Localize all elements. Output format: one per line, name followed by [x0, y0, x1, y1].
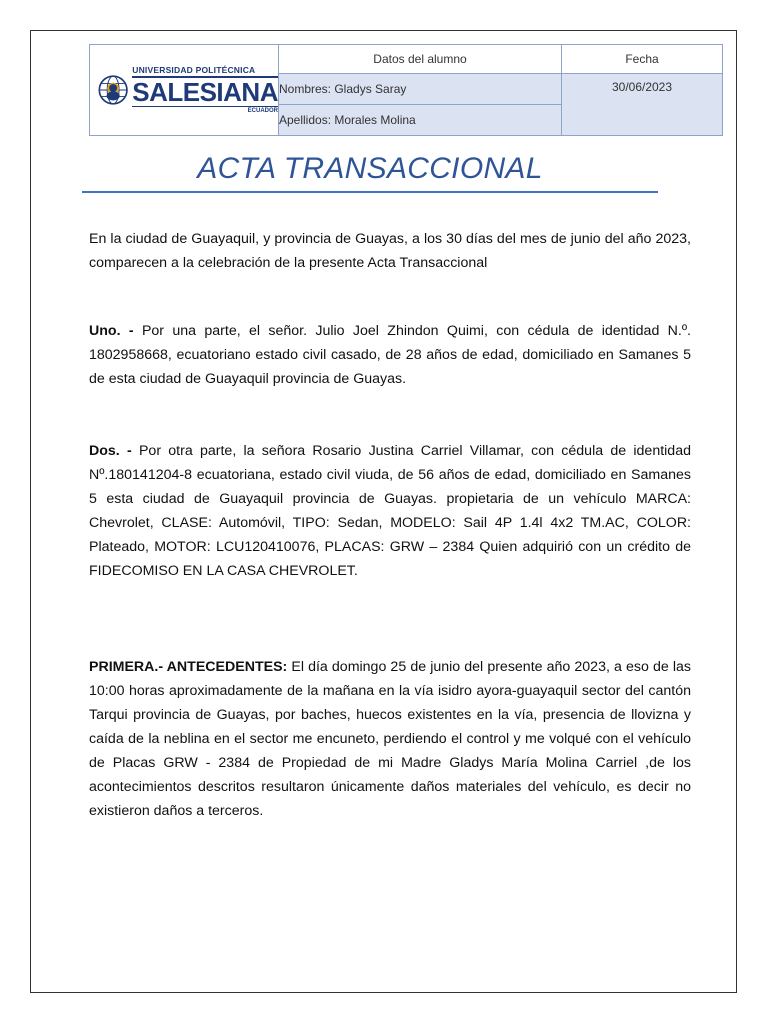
header-table: [89, 44, 723, 136]
date-header: Fecha: [562, 45, 723, 74]
logo-cell: [90, 45, 279, 136]
university-name: SALESIANA: [132, 76, 278, 107]
primera-paragraph: [89, 655, 691, 823]
student-names: Nombres: Gladys Saray: [279, 74, 562, 105]
date-value: 30/06/2023: [562, 74, 723, 136]
uno-text: Por una parte, el señor. Julio Joel Zhindon Quimi, con cédula de identidad N.º. 1802958668, ecuatoriano estado civil casado, de 28 años de edad, domiciliado en Samanes 5 de esta ciudad de Guayaquil provincia de Guayas.: [89, 323, 691, 387]
student-data-header: Datos del alumno: [279, 45, 562, 74]
title-underline: [82, 191, 658, 193]
globe-emblem-icon: [98, 67, 128, 113]
intro-text: En la ciudad de Guayaquil, y provincia de Guayas, a los 30 días del mes de junio del año 2023, comparecen a la celebración de la presente Acta Transaccional: [89, 231, 691, 271]
university-logo: [90, 66, 278, 114]
uno-paragraph: [89, 319, 691, 391]
university-country: ECUADOR: [132, 106, 278, 114]
intro-paragraph: [89, 227, 691, 275]
dos-paragraph: [89, 439, 691, 583]
uno-label: Uno. -: [89, 323, 134, 339]
document-title: ACTA TRANSACCIONAL: [197, 152, 543, 185]
dos-text: Por otra parte, la señora Rosario Justina Carriel Villamar, con cédula de identidad Nº.180141204-8 ecuatoriana, estado civil viuda, de 56 años de edad, domiciliado en Samanes 5 esta ciudad de Guayaquil provincia de Guayas. propietaria de un vehículo MARCA: Chevrolet, CLASE: Automóvil, TIPO: Sedan, MODELO: Sail 4P 1.4l 4x2 TM.AC, COLOR: Plateado, MOTOR: LCU120410076, PLACAS: GRW – 2384 Quien adquirió con un crédito de FIDECOMISO EN LA CASA CHEVROLET.: [89, 443, 691, 579]
university-top-text: UNIVERSIDAD POLITÉCNICA: [132, 66, 278, 78]
student-surnames: Apellidos: Morales Molina: [279, 105, 562, 136]
primera-text: El día domingo 25 de junio del presente año 2023, a eso de las 10:00 horas aproximadamente de la mañana en la vía isidro ayora-guayaquil sector del cantón Tarqui provincia de Guayas, por baches, huecos existentes en la vía, presencia de llovizna y caída de la neblina en el sector me encuneto, perdiendo el control y me volqué con el vehículo de Placas GRW - 2384 de Propiedad de mi Madre Gladys María Molina Carriel ,de los acontecimientos descritos resultaron únicamente daños materiales del vehículo, es decir no existieron daños a terceros.: [89, 659, 691, 819]
dos-label: Dos. -: [89, 443, 132, 459]
primera-label: PRIMERA.- ANTECEDENTES:: [89, 659, 288, 675]
